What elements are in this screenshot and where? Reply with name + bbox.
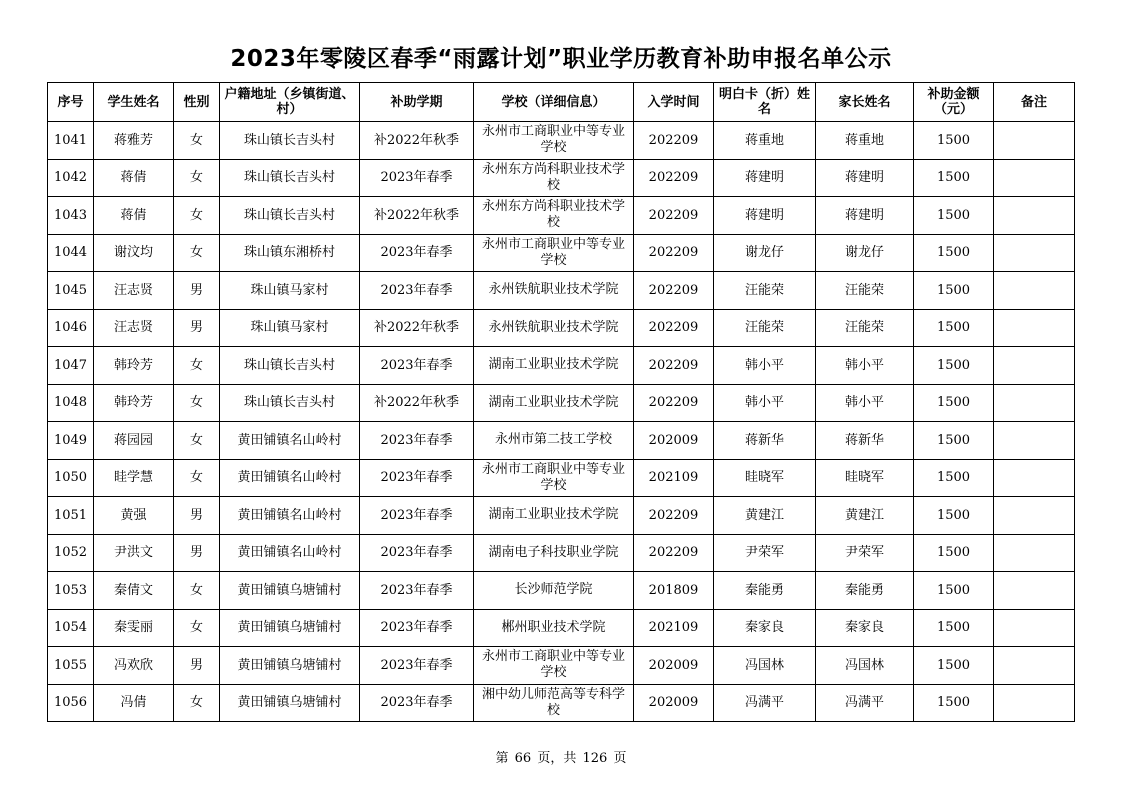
cell-card-name: 谢龙仔	[714, 234, 816, 272]
cell-school: 永州铁航职业技术学院	[474, 272, 634, 310]
header-gender: 性别	[174, 83, 220, 122]
cell-student-name: 蒋园园	[94, 422, 174, 460]
cell-amount: 1500	[914, 609, 994, 647]
cell-term: 2023年春季	[360, 347, 474, 385]
cell-parent-name: 尹荣军	[816, 534, 914, 572]
cell-gender: 男	[174, 534, 220, 572]
cell-parent-name: 汪能荣	[816, 272, 914, 310]
cell-index: 1042	[48, 159, 94, 197]
cell-student-name: 汪志贤	[94, 309, 174, 347]
cell-address: 珠山镇长吉头村	[220, 347, 360, 385]
header-school: 学校（详细信息）	[474, 83, 634, 122]
cell-gender: 男	[174, 647, 220, 685]
cell-student-name: 秦倩文	[94, 572, 174, 610]
cell-term: 2023年春季	[360, 422, 474, 460]
table-row	[48, 572, 1075, 610]
cell-student-name: 冯欢欣	[94, 647, 174, 685]
cell-gender: 女	[174, 459, 220, 497]
cell-index: 1053	[48, 572, 94, 610]
cell-remarks	[994, 647, 1075, 685]
cell-school: 湖南工业职业技术学院	[474, 384, 634, 422]
cell-enroll-date: 202209	[634, 197, 714, 235]
header-term: 补助学期	[360, 83, 474, 122]
cell-gender: 女	[174, 572, 220, 610]
cell-enroll-date: 202209	[634, 347, 714, 385]
cell-amount: 1500	[914, 272, 994, 310]
header-enroll-date: 入学时间	[634, 83, 714, 122]
cell-remarks	[994, 422, 1075, 460]
header-amount: 补助金额（元）	[914, 83, 994, 122]
cell-card-name: 蒋新华	[714, 422, 816, 460]
cell-address: 珠山镇长吉头村	[220, 159, 360, 197]
cell-term: 2023年春季	[360, 609, 474, 647]
page-footer	[0, 747, 1122, 766]
cell-school: 永州铁航职业技术学院	[474, 309, 634, 347]
header-student-name: 学生姓名	[94, 83, 174, 122]
cell-student-name: 谢汶均	[94, 234, 174, 272]
cell-student-name: 韩玲芳	[94, 384, 174, 422]
cell-card-name: 韩小平	[714, 347, 816, 385]
cell-address: 黄田铺镇名山岭村	[220, 497, 360, 535]
cell-card-name: 韩小平	[714, 384, 816, 422]
cell-school: 永州东方尚科职业技术学校	[474, 159, 634, 197]
cell-term: 2023年春季	[360, 159, 474, 197]
cell-index: 1047	[48, 347, 94, 385]
cell-card-name: 黄建江	[714, 497, 816, 535]
cell-term: 2023年春季	[360, 234, 474, 272]
cell-index: 1041	[48, 122, 94, 160]
table-row	[48, 197, 1075, 235]
cell-parent-name: 韩小平	[816, 347, 914, 385]
cell-amount: 1500	[914, 122, 994, 160]
cell-amount: 1500	[914, 497, 994, 535]
table-row	[48, 647, 1075, 685]
cell-address: 黄田铺镇名山岭村	[220, 534, 360, 572]
header-index: 序号	[48, 83, 94, 122]
cell-remarks	[994, 459, 1075, 497]
cell-school: 永州市工商职业中等专业学校	[474, 647, 634, 685]
cell-amount: 1500	[914, 384, 994, 422]
cell-amount: 1500	[914, 459, 994, 497]
cell-gender: 女	[174, 234, 220, 272]
cell-remarks	[994, 572, 1075, 610]
cell-enroll-date: 201809	[634, 572, 714, 610]
cell-index: 1050	[48, 459, 94, 497]
cell-enroll-date: 202109	[634, 459, 714, 497]
table-row	[48, 122, 1075, 160]
header-card-name: 明白卡（折）姓名	[714, 83, 816, 122]
cell-student-name: 黄强	[94, 497, 174, 535]
cell-student-name: 蒋雅芳	[94, 122, 174, 160]
cell-parent-name: 谢龙仔	[816, 234, 914, 272]
cell-remarks	[994, 272, 1075, 310]
cell-term: 补2022年秋季	[360, 384, 474, 422]
subsidy-roster-table	[47, 82, 1075, 722]
cell-term: 2023年春季	[360, 497, 474, 535]
cell-address: 黄田铺镇乌塘铺村	[220, 684, 360, 722]
footer-middle: 页，共	[537, 751, 577, 766]
cell-remarks	[994, 234, 1075, 272]
cell-school: 郴州职业技术学院	[474, 609, 634, 647]
cell-gender: 女	[174, 422, 220, 460]
cell-term: 2023年春季	[360, 534, 474, 572]
cell-enroll-date: 202009	[634, 684, 714, 722]
table-row	[48, 347, 1075, 385]
table-row	[48, 272, 1075, 310]
footer-suffix: 页	[613, 751, 627, 766]
cell-address: 珠山镇马家村	[220, 272, 360, 310]
cell-remarks	[994, 534, 1075, 572]
cell-amount: 1500	[914, 422, 994, 460]
cell-amount: 1500	[914, 309, 994, 347]
cell-index: 1051	[48, 497, 94, 535]
cell-parent-name: 秦能勇	[816, 572, 914, 610]
cell-card-name: 汪能荣	[714, 309, 816, 347]
cell-amount: 1500	[914, 197, 994, 235]
cell-term: 2023年春季	[360, 459, 474, 497]
cell-parent-name: 蒋重地	[816, 122, 914, 160]
cell-remarks	[994, 684, 1075, 722]
cell-enroll-date: 202209	[634, 309, 714, 347]
cell-enroll-date: 202009	[634, 647, 714, 685]
cell-school: 永州市第二技工学校	[474, 422, 634, 460]
cell-index: 1055	[48, 647, 94, 685]
cell-student-name: 蒋倩	[94, 197, 174, 235]
cell-remarks	[994, 159, 1075, 197]
cell-address: 黄田铺镇名山岭村	[220, 422, 360, 460]
cell-parent-name: 蒋建明	[816, 159, 914, 197]
cell-gender: 男	[174, 272, 220, 310]
cell-parent-name: 冯满平	[816, 684, 914, 722]
cell-remarks	[994, 309, 1075, 347]
cell-student-name: 蒋倩	[94, 159, 174, 197]
cell-school: 永州东方尚科职业技术学校	[474, 197, 634, 235]
cell-enroll-date: 202209	[634, 234, 714, 272]
cell-term: 2023年春季	[360, 684, 474, 722]
cell-parent-name: 黄建江	[816, 497, 914, 535]
cell-remarks	[994, 197, 1075, 235]
cell-student-name: 冯倩	[94, 684, 174, 722]
cell-index: 1048	[48, 384, 94, 422]
cell-school: 永州市工商职业中等专业学校	[474, 122, 634, 160]
cell-card-name: 冯满平	[714, 684, 816, 722]
table-header-row	[48, 83, 1075, 122]
cell-gender: 女	[174, 684, 220, 722]
cell-amount: 1500	[914, 234, 994, 272]
cell-parent-name: 秦家良	[816, 609, 914, 647]
cell-amount: 1500	[914, 572, 994, 610]
cell-school: 湖南工业职业技术学院	[474, 497, 634, 535]
table-row	[48, 422, 1075, 460]
cell-gender: 女	[174, 159, 220, 197]
cell-address: 珠山镇东湘桥村	[220, 234, 360, 272]
header-address: 户籍地址（乡镇街道、村）	[220, 83, 360, 122]
cell-parent-name: 冯国林	[816, 647, 914, 685]
cell-school: 永州市工商职业中等专业学校	[474, 234, 634, 272]
cell-school: 长沙师范学院	[474, 572, 634, 610]
cell-remarks	[994, 347, 1075, 385]
cell-remarks	[994, 497, 1075, 535]
table-row	[48, 384, 1075, 422]
cell-remarks	[994, 122, 1075, 160]
cell-index: 1043	[48, 197, 94, 235]
cell-index: 1044	[48, 234, 94, 272]
cell-card-name: 蒋建明	[714, 159, 816, 197]
cell-school: 永州市工商职业中等专业学校	[474, 459, 634, 497]
cell-parent-name: 蒋建明	[816, 197, 914, 235]
cell-index: 1046	[48, 309, 94, 347]
cell-remarks	[994, 384, 1075, 422]
cell-card-name: 蒋重地	[714, 122, 816, 160]
cell-parent-name: 汪能荣	[816, 309, 914, 347]
cell-term: 2023年春季	[360, 272, 474, 310]
cell-school: 湖南工业职业技术学院	[474, 347, 634, 385]
cell-gender: 男	[174, 309, 220, 347]
footer-page-number: 66	[514, 751, 532, 766]
cell-index: 1049	[48, 422, 94, 460]
cell-address: 黄田铺镇乌塘铺村	[220, 609, 360, 647]
cell-parent-name: 韩小平	[816, 384, 914, 422]
cell-student-name: 尹洪文	[94, 534, 174, 572]
cell-term: 2023年春季	[360, 647, 474, 685]
footer-total-pages: 126	[582, 751, 608, 766]
header-parent-name: 家长姓名	[816, 83, 914, 122]
table-row	[48, 609, 1075, 647]
cell-gender: 女	[174, 347, 220, 385]
cell-card-name: 尹荣军	[714, 534, 816, 572]
table-row	[48, 534, 1075, 572]
cell-student-name: 韩玲芳	[94, 347, 174, 385]
cell-address: 黄田铺镇乌塘铺村	[220, 647, 360, 685]
table-row	[48, 309, 1075, 347]
cell-term: 补2022年秋季	[360, 197, 474, 235]
cell-school: 湖南电子科技职业学院	[474, 534, 634, 572]
cell-address: 黄田铺镇名山岭村	[220, 459, 360, 497]
cell-index: 1056	[48, 684, 94, 722]
cell-card-name: 秦能勇	[714, 572, 816, 610]
table-row	[48, 497, 1075, 535]
cell-remarks	[994, 609, 1075, 647]
cell-parent-name: 蒋新华	[816, 422, 914, 460]
cell-enroll-date: 202209	[634, 122, 714, 160]
table-row	[48, 459, 1075, 497]
cell-amount: 1500	[914, 347, 994, 385]
document-title: 2023年零陵区春季“雨露计划”职业学历教育补助申报名单公示	[230, 46, 892, 72]
cell-index: 1054	[48, 609, 94, 647]
cell-address: 黄田铺镇乌塘铺村	[220, 572, 360, 610]
cell-card-name: 蒋建明	[714, 197, 816, 235]
cell-school: 湘中幼儿师范高等专科学校	[474, 684, 634, 722]
cell-gender: 女	[174, 122, 220, 160]
cell-enroll-date: 202209	[634, 534, 714, 572]
cell-card-name: 冯国林	[714, 647, 816, 685]
cell-card-name: 汪能荣	[714, 272, 816, 310]
cell-term: 补2022年秋季	[360, 309, 474, 347]
cell-enroll-date: 202209	[634, 159, 714, 197]
cell-gender: 女	[174, 384, 220, 422]
cell-address: 珠山镇马家村	[220, 309, 360, 347]
cell-enroll-date: 202209	[634, 272, 714, 310]
cell-student-name: 秦雯丽	[94, 609, 174, 647]
cell-index: 1045	[48, 272, 94, 310]
cell-student-name: 汪志贤	[94, 272, 174, 310]
cell-gender: 男	[174, 497, 220, 535]
cell-amount: 1500	[914, 647, 994, 685]
cell-card-name: 秦家良	[714, 609, 816, 647]
cell-enroll-date: 202009	[634, 422, 714, 460]
header-remarks: 备注	[994, 83, 1075, 122]
table-row	[48, 684, 1075, 722]
cell-address: 珠山镇长吉头村	[220, 122, 360, 160]
table-row	[48, 159, 1075, 197]
cell-term: 2023年春季	[360, 572, 474, 610]
footer-prefix: 第	[495, 751, 509, 766]
cell-card-name: 眭晓军	[714, 459, 816, 497]
cell-student-name: 眭学慧	[94, 459, 174, 497]
cell-gender: 女	[174, 197, 220, 235]
cell-amount: 1500	[914, 534, 994, 572]
cell-term: 补2022年秋季	[360, 122, 474, 160]
cell-parent-name: 眭晓军	[816, 459, 914, 497]
cell-address: 珠山镇长吉头村	[220, 197, 360, 235]
cell-address: 珠山镇长吉头村	[220, 384, 360, 422]
cell-gender: 女	[174, 609, 220, 647]
table-row	[48, 234, 1075, 272]
cell-amount: 1500	[914, 684, 994, 722]
cell-amount: 1500	[914, 159, 994, 197]
cell-index: 1052	[48, 534, 94, 572]
cell-enroll-date: 202209	[634, 384, 714, 422]
cell-enroll-date: 202109	[634, 609, 714, 647]
cell-enroll-date: 202209	[634, 497, 714, 535]
